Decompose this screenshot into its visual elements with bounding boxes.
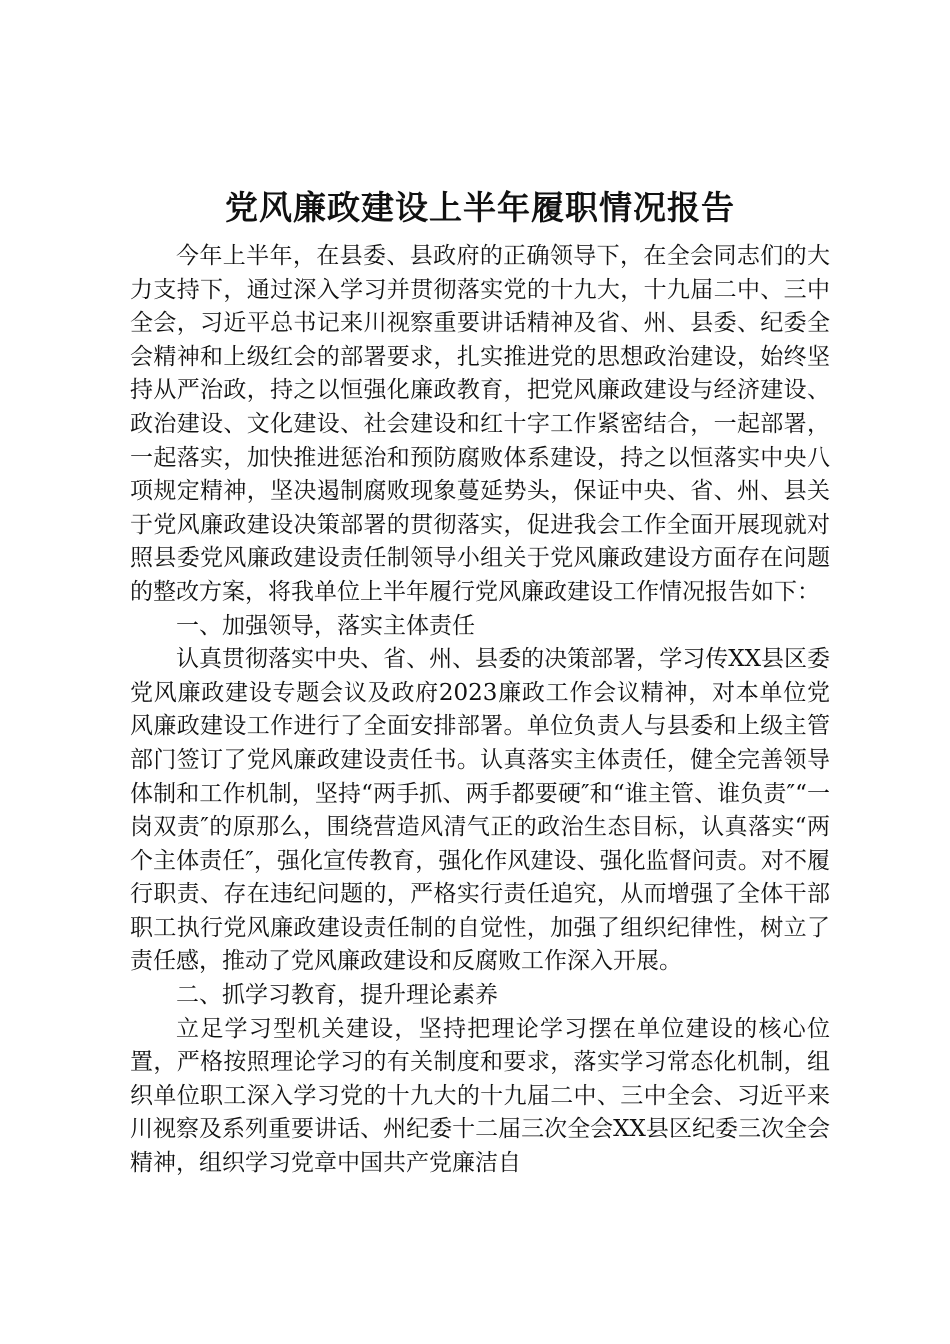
- intro-paragraph: 今年上半年，在县委、县政府的正确领导下，在全会同志们的大力支持下，通过深入学习并贯彻落实党的十九大，十九届二中、三中全会，习近平总书记来川视察重要讲话精神及省、州、县委、纪委全会精神和上级红会的部署要求，扎实推进党的思想政治建设，始终坚持从严治政，持之以恒强化廉政教育，把党风廉政建设与经济建设、政治建设、文化建设、社会建设和红十字工作紧密结合，一起部署，一起落实，加快推进惩治和预防腐败体系建设，持之以恒落实中央八项规定精神，坚决遏制腐败现象蔓延势头，保证中央、省、州、县关于党风廉政建设决策部署的贯彻落实，促进我会工作全面开展现就对照县委党风廉政建设责任制领导小组关于党风廉政建设方面存在问题的整改方案，将我单位上半年履行党风廉政建设工作情况报告如下：: [130, 243, 830, 605]
- document-page: [130, 180, 830, 1181]
- section-body-1: 认真贯彻落实中央、省、州、县委的决策部署，学习传XX县区委党风廉政建设专题会议及政府2023廉政工作会议精神，对本单位党风廉政建设工作进行了全面安排部署。单位负责人与县委和上级主管部门签订了党风廉政建设责任书。认真落实主体责任，健全完善领导体制和工作机制，坚持“两手抓、两手都要硬″和“谁主管、谁负责″“一岗双责″的原那么，围绕营造风清气正的政治生态目标，认真落实“两个主体责任″，强化宣传教育，强化作风建设、强化监督问责。对不履行职责、存在违纪问题的，严格实行责任追究，从而增强了全体干部职工执行党风廉政建设责任制的自觉性，加强了组织纪律性，树立了责任感，推动了党风廉政建设和反腐败工作深入开展。: [130, 646, 830, 975]
- section-body-2: 立足学习型机关建设，坚持把理论学习摆在单位建设的核心位置，严格按照理论学习的有关制度和要求，落实学习常态化机制，组织单位职工深入学习党的十九大的十九届二中、三中全会、习近平来川视察及系列重要讲话、州纪委十二届三次全会XX县区纪委三次全会精神，组织学习党章中国共产党廉洁自: [130, 1015, 830, 1177]
- section-heading-1: 一、加强领导，落实主体责任: [176, 612, 475, 639]
- document-title: 党风廉政建设上半年履职情况报告: [225, 188, 735, 227]
- section-heading-2: 二、抓学习教育，提升理论素养: [176, 982, 498, 1009]
